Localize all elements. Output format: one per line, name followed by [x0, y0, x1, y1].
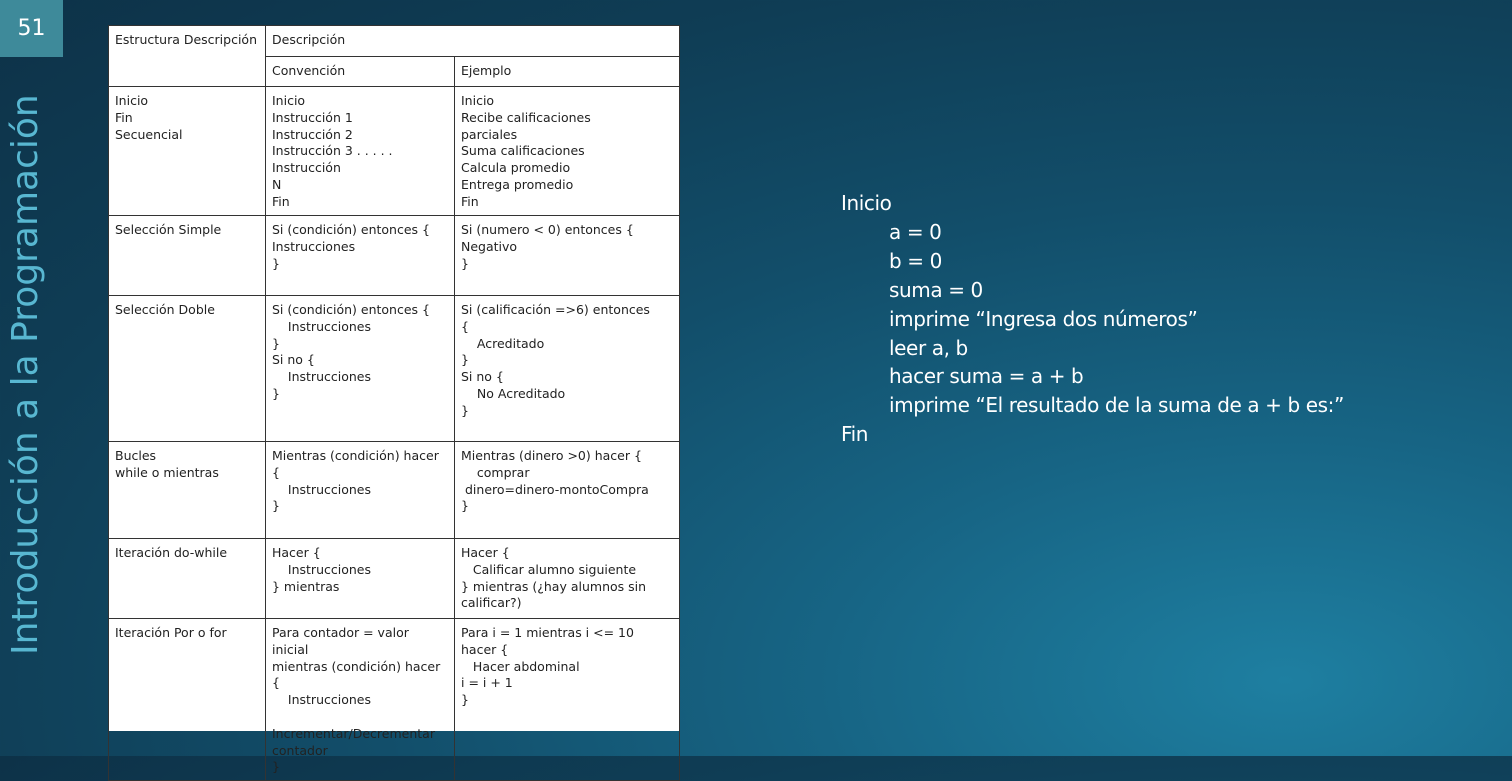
pseudocode-line: hacer suma = a + b [889, 364, 1084, 389]
row-ejemplo: Hacer { Calificar alumno siguiente } mientras (¿hay alumnos sin calificar?) [455, 539, 680, 619]
row-ejemplo: Para i = 1 mientras i <= 10 hacer { Hacer abdominal i = i + 1 } [455, 619, 680, 781]
row-estructura: Iteración do-while [109, 539, 266, 619]
pseudocode-end: Fin [841, 422, 869, 447]
table-row [109, 539, 680, 619]
pseudocode-line: b = 0 [889, 248, 942, 273]
row-ejemplo: Mientras (dinero >0) hacer { comprar dinero=dinero-montoCompra } [455, 442, 680, 539]
pseudocode-line: imprime “Ingresa dos números” [889, 306, 1198, 331]
table-row [109, 442, 680, 539]
row-ejemplo: Si (numero < 0) entonces { Negativo } [455, 216, 680, 296]
pseudocode-line: leer a, b [889, 335, 968, 360]
pseudocode-block [841, 189, 1344, 449]
side-title: Introducción a la Programación [5, 94, 46, 655]
pseudocode-line: suma = 0 [889, 277, 983, 302]
row-convencion: Inicio Instrucción 1 Instrucción 2 Instrucción 3 . . . . . Instrucción N Fin [266, 87, 455, 216]
pseudocode-line: a = 0 [889, 219, 942, 244]
row-estructura: Bucles while o mientras [109, 442, 266, 539]
row-estructura: Selección Doble [109, 296, 266, 442]
row-estructura: Selección Simple [109, 216, 266, 296]
header-convencion: Convención [266, 57, 455, 87]
table-row [109, 619, 680, 781]
header-ejemplo: Ejemplo [455, 57, 680, 87]
slide-number: 51 [0, 0, 63, 57]
row-convencion: Si (condición) entonces { Instrucciones } [266, 216, 455, 296]
pseudocode-start: Inicio [841, 191, 892, 215]
row-estructura: Iteración Por o for [109, 619, 266, 781]
table-row [109, 296, 680, 442]
row-estructura: Inicio Fin Secuencial [109, 87, 266, 216]
table-row [109, 216, 680, 296]
row-ejemplo: Inicio Recibe calificaciones parciales Suma calificaciones Calcula promedio Entrega promedio Fin [455, 87, 680, 216]
header-descripcion: Descripción [266, 26, 680, 57]
row-convencion: Si (condición) entonces { Instrucciones } Si no { Instrucciones } [266, 296, 455, 442]
row-convencion: Hacer { Instrucciones } mientras [266, 539, 455, 619]
pseudocode-line: imprime “El resultado de la suma de a + b es:” [889, 393, 1344, 418]
structures-table [108, 25, 680, 775]
row-convencion: Mientras (condición) hacer { Instrucciones } [266, 442, 455, 539]
header-estructura: Estructura Descripción [109, 26, 266, 87]
table-row [109, 87, 680, 216]
row-convencion: Para contador = valor inicial mientras (condición) hacer { Instrucciones Incrementar/Decrementar contador } [266, 619, 455, 781]
row-ejemplo: Si (calificación =>6) entonces { Acreditado } Si no { No Acreditado } [455, 296, 680, 442]
